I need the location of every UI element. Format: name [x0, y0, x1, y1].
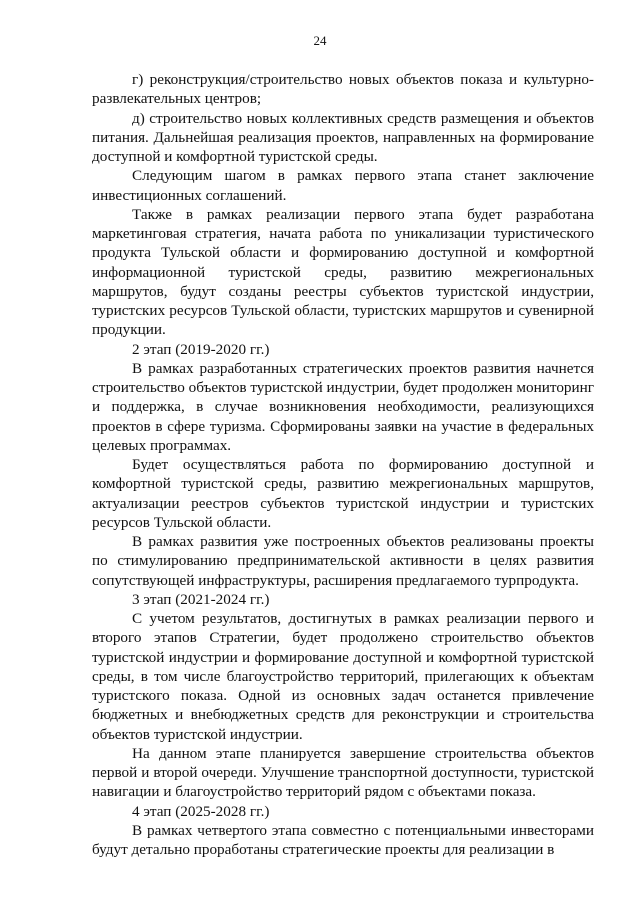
- page-number: 24: [313, 33, 327, 48]
- paragraph-stage2-environment: Будет осуществляться работа по формированию доступной и комфортной туристской среды, развитию межрегиональных маршрутов, актуализации реестров субъектов туристской индустрии и туристских ресурсов Тульской области.: [92, 456, 594, 531]
- paragraph-next-step: Следующим шагом в рамках первого этапа станет заключение инвестиционных соглашений.: [92, 167, 594, 204]
- paragraph-stage2-construction: В рамках разработанных стратегических проектов развития начнется строительство объектов туристской индустрии, будет продолжен мониторинг и поддержка, в случае возникновения необходимости, реализующихся проектов в сфере туризма. Сформированы заявки на участие в федеральных целевых программах.: [92, 359, 594, 454]
- paragraph-item-g: г) реконструкция/строительство новых объектов показа и культурно-развлекательных центров;: [92, 71, 594, 108]
- paragraph-item-d: д) строительство новых коллективных средств размещения и объектов питания. Дальнейшая реализация проектов, направленных на формирование доступной и комфортной туристской среды.: [92, 109, 594, 165]
- paragraph-stage3-completion: На данном этапе планируется завершение строительства объектов первой и второй очереди. Улучшение транспортной доступности, туристской навигации и благоустройство территорий рядом с объектами показа.: [92, 744, 594, 801]
- paragraph-stage1-marketing: Также в рамках реализации первого этапа будет разработана маркетинговая стратегия, начата работа по уникализации туристического продукта Тульской области и формированию доступной и комфортной информационной туристской среды, развитию межрегиональных маршрутов, будут созданы реестры субъектов туристской индустрии, туристских ресурсов Тульской области, туристских маршрутов и сувенирной продукции.: [92, 205, 594, 339]
- stage-3-heading: 3 этап (2021-2024 гг.): [132, 590, 270, 608]
- paragraph-stage3-results: С учетом результатов, достигнутых в рамках реализации первого и второго этапов Стратегии, будет продолжено строительство объектов туристской индустрии и формирование доступной и комфортной туристской среды, в том числе благоустройство территорий, прилегающих к объектам туристского показа. Одной из основных задач останется привлечение бюджетных и внебюджетных средств для реконструкции и строительства объектов туристской индустрии.: [92, 610, 594, 743]
- paragraph-stage2-projects: В рамках развития уже построенных объектов реализованы проекты по стимулированию предпринимательской активности в целях развития сопутствующей инфраструктуры, расширения предлагаемого турпродукта.: [92, 533, 594, 589]
- paragraph-stage4-investors: В рамках четвертого этапа совместно с потенциальными инвесторами будут детально проработаны стратегические проекты для реализации в: [92, 821, 594, 858]
- stage-4-heading: 4 этап (2025-2028 гг.): [132, 802, 270, 820]
- stage-2-heading: 2 этап (2019-2020 гг.): [132, 340, 270, 358]
- body-text: [92, 70, 594, 859]
